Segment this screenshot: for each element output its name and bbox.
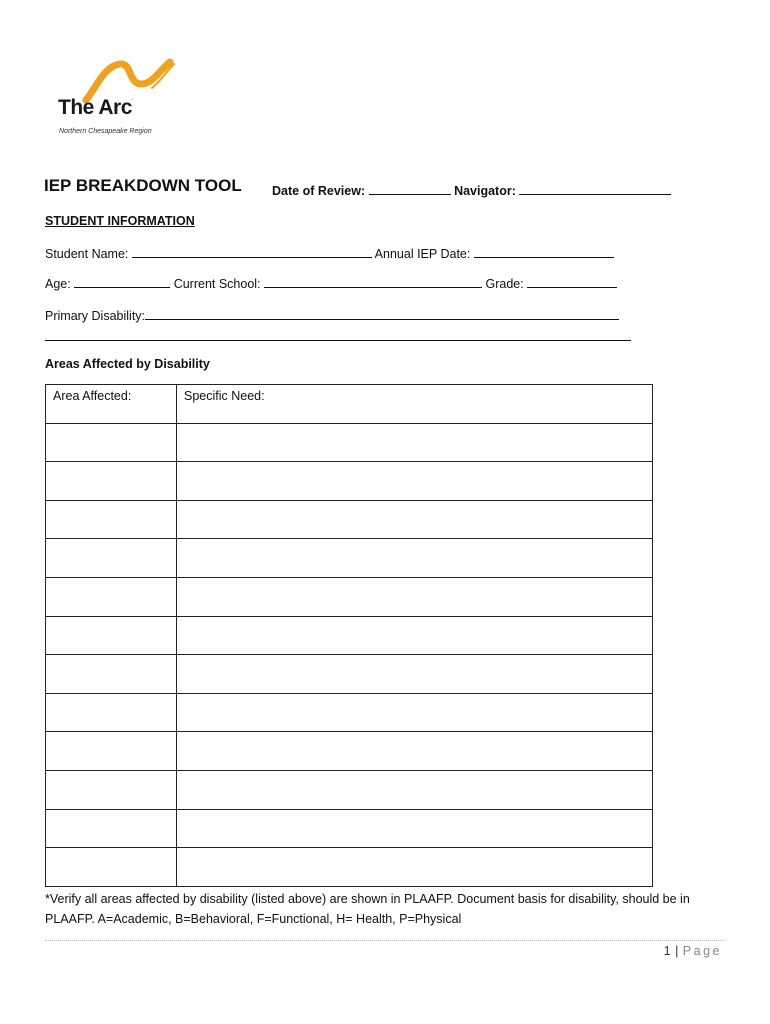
- area-cell[interactable]: [46, 732, 177, 771]
- need-cell[interactable]: [177, 500, 653, 539]
- grade-label: Grade:: [485, 277, 524, 291]
- primary-disability-row: [45, 307, 619, 323]
- area-cell[interactable]: [46, 809, 177, 848]
- navigator-label: Navigator:: [454, 184, 516, 198]
- page-number: [664, 944, 722, 958]
- area-cell[interactable]: [46, 539, 177, 578]
- area-cell[interactable]: [46, 848, 177, 887]
- table-row: [46, 848, 653, 887]
- area-cell[interactable]: [46, 500, 177, 539]
- student-name-label: Student Name:: [45, 247, 129, 261]
- annual-iep-date-label: Annual IEP Date:: [374, 247, 471, 261]
- table-row: [46, 732, 653, 771]
- annual-iep-date-input[interactable]: [474, 245, 614, 258]
- arc-logo: [56, 58, 186, 142]
- navigator-input[interactable]: [519, 182, 671, 195]
- student-name-input[interactable]: [132, 245, 372, 258]
- need-cell[interactable]: [177, 577, 653, 616]
- student-info-heading: STUDENT INFORMATION: [45, 214, 195, 228]
- date-of-review-label: Date of Review:: [272, 184, 366, 198]
- page-title: IEP BREAKDOWN TOOL: [44, 176, 242, 195]
- logo-wordmark: The Arc.: [58, 96, 134, 119]
- table-row: [46, 423, 653, 462]
- date-of-review-field: [272, 182, 671, 198]
- area-cell[interactable]: [46, 770, 177, 809]
- primary-disability-input[interactable]: [145, 307, 619, 320]
- areas-affected-heading: Areas Affected by Disability: [45, 357, 210, 371]
- need-cell[interactable]: [177, 693, 653, 732]
- column-header-area: Area Affected:: [46, 385, 177, 424]
- area-cell[interactable]: [46, 577, 177, 616]
- table-row: [46, 655, 653, 694]
- age-school-grade-row: [45, 275, 617, 291]
- footer-divider: [45, 940, 725, 941]
- grade-input[interactable]: [527, 275, 617, 288]
- table-header-row: [46, 385, 653, 424]
- table-row: [46, 616, 653, 655]
- page-number-value: 1: [663, 944, 672, 958]
- plaafp-note: *Verify all areas affected by disability (listed above) are shown in PLAAFP. Document basis for disability, should be in PLAAFP. A=Academic, B=Behavioral, F=Functional, H= Health, P=Physical: [45, 892, 690, 926]
- current-school-input[interactable]: [264, 275, 482, 288]
- need-cell[interactable]: [177, 616, 653, 655]
- table-row: [46, 500, 653, 539]
- date-of-review-input[interactable]: [369, 182, 451, 195]
- areas-affected-table: [45, 384, 653, 887]
- page-separator: |: [675, 944, 679, 958]
- need-cell[interactable]: [177, 539, 653, 578]
- table-row: [46, 693, 653, 732]
- primary-disability-input-line-2[interactable]: [45, 340, 631, 341]
- need-cell[interactable]: [177, 848, 653, 887]
- area-cell[interactable]: [46, 616, 177, 655]
- area-cell[interactable]: [46, 655, 177, 694]
- table-row: [46, 462, 653, 501]
- need-cell[interactable]: [177, 655, 653, 694]
- table-row: [46, 770, 653, 809]
- need-cell[interactable]: [177, 770, 653, 809]
- primary-disability-label: Primary Disability:: [45, 309, 146, 323]
- student-name-row: [45, 245, 614, 261]
- current-school-label: Current School:: [173, 277, 261, 291]
- table-row: [46, 539, 653, 578]
- page-word: Page: [682, 944, 722, 958]
- table-row: [46, 577, 653, 616]
- logo-region: Northern Chesapeake Region: [59, 128, 152, 135]
- age-label: Age:: [45, 277, 71, 291]
- column-header-need: Specific Need:: [177, 385, 653, 424]
- area-cell[interactable]: [46, 423, 177, 462]
- need-cell[interactable]: [177, 732, 653, 771]
- need-cell[interactable]: [177, 423, 653, 462]
- area-cell[interactable]: [46, 462, 177, 501]
- table-row: [46, 809, 653, 848]
- need-cell[interactable]: [177, 809, 653, 848]
- area-cell[interactable]: [46, 693, 177, 732]
- age-input[interactable]: [74, 275, 170, 288]
- need-cell[interactable]: [177, 462, 653, 501]
